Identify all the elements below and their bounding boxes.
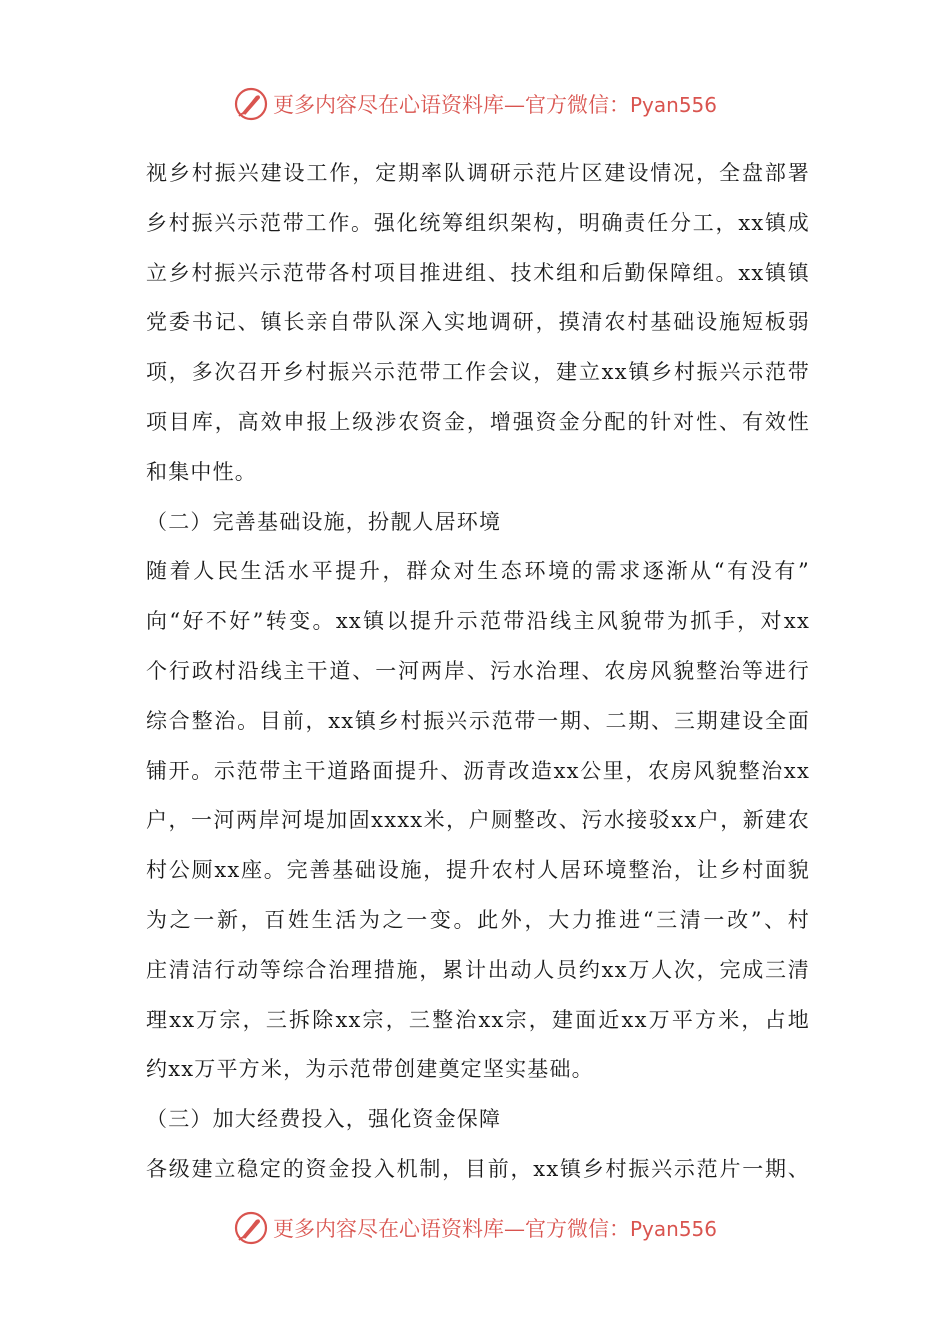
- banner-text: 更多内容尽在心语资料库—官方微信：Pyan556: [272, 93, 717, 117]
- document-body: [146, 149, 810, 1195]
- wechat-id: Pyan556: [629, 93, 717, 117]
- text-line: 约xx万平方米，为示范带创建奠定坚实基础。: [146, 1057, 594, 1082]
- quill-logo-icon: [233, 86, 269, 122]
- text-line: 项目库，高效申报上级涉农资金，增强资金分配的针对性、有效性: [146, 409, 810, 434]
- text-line: 项，多次召开乡村振兴示范带工作会议，建立xx镇乡村振兴示范带: [146, 360, 810, 385]
- section-heading: （二）完善基础设施，扮靓人居环境: [146, 509, 502, 534]
- text-line: 乡村振兴示范带工作。强化统筹组织架构，明确责任分工，xx镇成: [146, 210, 810, 235]
- text-line: 和集中性。: [146, 459, 257, 484]
- header-banner: [0, 84, 950, 124]
- text-line: 党委书记、镇长亲自带队深入实地调研，摸清农村基础设施短板弱: [146, 310, 810, 335]
- text-line: 铺开。示范带主干道路面提升、沥青改造xx公里，农房风貌整治xx: [146, 758, 810, 783]
- text-line: 综合整治。目前，xx镇乡村振兴示范带一期、二期、三期建设全面: [146, 708, 810, 733]
- text-line: 向“好不好”转变。xx镇以提升示范带沿线主风貌带为抓手，对xx: [146, 609, 810, 634]
- quill-logo-icon: [233, 1210, 269, 1246]
- text-line: 各级建立稳定的资金投入机制，目前，xx镇乡村振兴示范片一期、: [146, 1156, 810, 1181]
- section-heading: （三）加大经费投入，强化资金保障: [146, 1107, 502, 1132]
- text-line: 户，一河两岸河堤加固xxxx米，户厕整改、污水接驳xx户，新建农: [146, 808, 810, 833]
- text-line: 个行政村沿线主干道、一河两岸、污水治理、农房风貌整治等进行: [146, 658, 810, 683]
- text-line: 村公厕xx座。完善基础设施，提升农村人居环境整治，让乡村面貌: [146, 858, 810, 883]
- text-line: 立乡村振兴示范带各村项目推进组、技术组和后勤保障组。xx镇镇: [146, 260, 810, 285]
- text-line: 理xx万宗，三拆除xx宗，三整治xx宗，建面近xx万平方米，占地: [146, 1007, 810, 1032]
- banner-text: 更多内容尽在心语资料库—官方微信：Pyan556: [272, 1217, 717, 1241]
- footer-banner: [0, 1208, 950, 1248]
- text-line: 为之一新，百姓生活为之一变。此外，大力推进“三清一改”、村: [146, 907, 810, 932]
- wechat-id: Pyan556: [629, 1217, 717, 1241]
- text-line: 庄清洁行动等综合治理措施，累计出动人员约xx万人次，完成三清: [146, 957, 810, 982]
- text-line: 视乡村振兴建设工作，定期率队调研示范片区建设情况，全盘部署: [146, 161, 810, 185]
- text-line: 随着人民生活水平提升，群众对生态环境的需求逐渐从“有没有”: [146, 559, 810, 584]
